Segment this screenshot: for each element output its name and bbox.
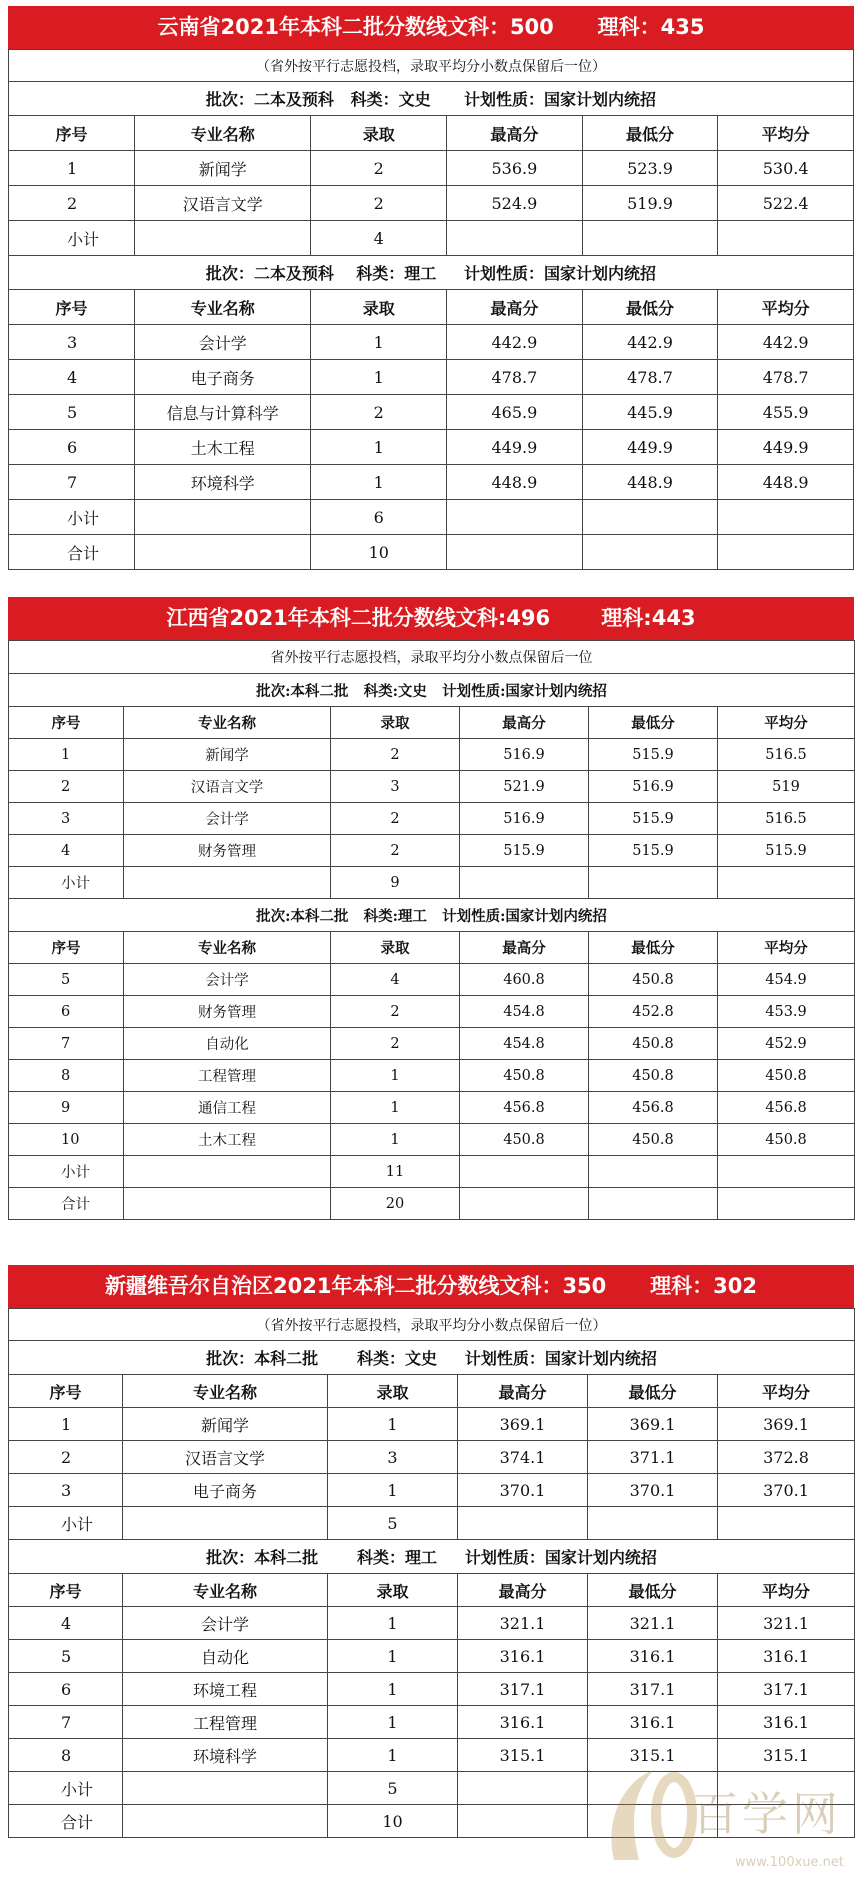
subtotal-row (9, 500, 854, 535)
table-row (9, 964, 855, 996)
cell-admitted: 1 (331, 1060, 460, 1092)
cell-major: 会计学 (124, 803, 331, 835)
cell-max: 450.8 (460, 1124, 589, 1156)
cell-avg: 369.1 (718, 1408, 855, 1441)
cell-major: 环境科学 (135, 465, 311, 500)
col-header-min: 最低分 (588, 1375, 718, 1408)
section-jiangxi (8, 597, 854, 1220)
col-header-max: 最高分 (460, 707, 589, 739)
subtotal-value: 4 (311, 221, 447, 256)
col-header-avg: 平均分 (718, 1574, 855, 1607)
cell-seq: 6 (9, 996, 124, 1028)
table-row (9, 803, 855, 835)
cell-admitted: 1 (331, 1092, 460, 1124)
cell-major: 环境科学 (123, 1739, 328, 1772)
cell-major: 汉语言文学 (135, 186, 311, 221)
table-row (9, 1607, 855, 1640)
cell-min: 369.1 (588, 1408, 718, 1441)
cell-avg: 448.9 (718, 465, 854, 500)
col-header-max: 最高分 (447, 290, 583, 325)
cell-avg: 450.8 (718, 1124, 855, 1156)
cell-max: 449.9 (447, 430, 583, 465)
table-row (9, 151, 854, 186)
col-header-min: 最低分 (588, 1574, 718, 1607)
cell-min: 452.8 (589, 996, 718, 1028)
col-header-seq: 序号 (9, 116, 135, 151)
cell-major: 自动化 (124, 1028, 331, 1060)
batch-info: 批次：本科二批 科类：文史 计划性质：国家计划内统招 (9, 1341, 855, 1375)
col-header-avg: 平均分 (718, 116, 854, 151)
cell-min: 448.9 (582, 465, 718, 500)
batch-info: 批次：本科二批 科类：理工 计划性质：国家计划内统招 (9, 1540, 855, 1574)
cell-admitted: 3 (331, 771, 460, 803)
total-row (9, 1188, 855, 1220)
watermark-name: 百学网 (692, 1787, 842, 1841)
table-row (9, 1441, 855, 1474)
col-header-seq: 序号 (9, 1574, 123, 1607)
col-header-seq: 序号 (9, 707, 124, 739)
cell-seq: 7 (9, 1706, 123, 1739)
cell-major: 会计学 (123, 1607, 328, 1640)
table-row (9, 996, 855, 1028)
cell-major: 工程管理 (124, 1060, 331, 1092)
cell-max: 454.8 (460, 996, 589, 1028)
cell-max: 316.1 (458, 1640, 588, 1673)
cell-major: 会计学 (135, 325, 311, 360)
cell-admitted: 2 (311, 395, 447, 430)
cell-min: 450.8 (589, 1028, 718, 1060)
col-header-major: 专业名称 (123, 1574, 328, 1607)
cell-seq: 2 (9, 771, 124, 803)
cell-avg: 455.9 (718, 395, 854, 430)
cell-major: 财务管理 (124, 996, 331, 1028)
table-row (9, 1673, 855, 1706)
cell-seq: 4 (9, 1607, 123, 1640)
batch-info: 批次:本科二批 科类:理工 计划性质:国家计划内统招 (9, 899, 855, 932)
col-header-avg: 平均分 (718, 290, 854, 325)
cell-avg: 372.8 (718, 1441, 855, 1474)
table-header-row (9, 116, 854, 151)
cell-min: 515.9 (589, 835, 718, 867)
cell-admitted: 1 (328, 1739, 458, 1772)
cell-major: 工程管理 (123, 1706, 328, 1739)
subtotal-label: 小计 (9, 1156, 124, 1188)
table-note: （省外按平行志愿投档，录取平均分小数点保留后一位） (9, 1309, 855, 1341)
cell-seq: 3 (9, 803, 124, 835)
cell-major: 汉语言文学 (123, 1441, 328, 1474)
cell-avg: 316.1 (718, 1640, 855, 1673)
cell-min: 370.1 (588, 1474, 718, 1507)
table-row (9, 465, 854, 500)
cell-admitted: 1 (328, 1706, 458, 1739)
col-header-major: 专业名称 (135, 290, 311, 325)
cell-max: 316.1 (458, 1706, 588, 1739)
batch-info: 批次：二本及预科 科类：文史 计划性质：国家计划内统招 (9, 82, 854, 116)
table-row (9, 360, 854, 395)
cell-min: 321.1 (588, 1607, 718, 1640)
table-header-row (9, 290, 854, 325)
cell-max: 456.8 (460, 1092, 589, 1124)
cell-seq: 5 (9, 395, 135, 430)
table-header-row (9, 932, 855, 964)
cell-seq: 7 (9, 465, 135, 500)
cell-avg: 522.4 (718, 186, 854, 221)
cell-avg: 478.7 (718, 360, 854, 395)
cell-seq: 4 (9, 835, 124, 867)
subtotal-label: 小计 (9, 500, 135, 535)
cell-avg: 453.9 (718, 996, 855, 1028)
cell-avg: 515.9 (718, 835, 855, 867)
cell-seq: 6 (9, 430, 135, 465)
table-row (9, 1124, 855, 1156)
cell-seq: 1 (9, 1408, 123, 1441)
col-header-admitted: 录取 (311, 290, 447, 325)
cell-admitted: 3 (328, 1441, 458, 1474)
cell-max: 524.9 (447, 186, 583, 221)
cell-seq: 10 (9, 1124, 124, 1156)
cell-max: 369.1 (458, 1408, 588, 1441)
score-table (8, 640, 855, 1220)
cell-max: 516.9 (460, 739, 589, 771)
batch-info: 批次:本科二批 科类:文史 计划性质:国家计划内统招 (9, 674, 855, 707)
cell-avg: 316.1 (718, 1706, 855, 1739)
cell-max: 317.1 (458, 1673, 588, 1706)
watermark-url: www.100xue.net (734, 1855, 844, 1870)
table-row (9, 1474, 855, 1507)
table-row (9, 1706, 855, 1739)
table-row (9, 739, 855, 771)
section-title: 新疆维吾尔自治区2021年本科二批分数线文科：350 理科：302 (8, 1265, 854, 1308)
section-yunnan (8, 6, 854, 570)
cell-seq: 2 (9, 186, 135, 221)
cell-avg: 370.1 (718, 1474, 855, 1507)
cell-avg: 519 (718, 771, 855, 803)
col-header-admitted: 录取 (328, 1574, 458, 1607)
col-header-min: 最低分 (582, 290, 718, 325)
cell-avg: 315.1 (718, 1739, 855, 1772)
cell-major: 通信工程 (124, 1092, 331, 1124)
cell-major: 新闻学 (135, 151, 311, 186)
table-row (9, 1640, 855, 1673)
total-value: 10 (328, 1805, 458, 1838)
cell-min: 515.9 (589, 739, 718, 771)
cell-admitted: 1 (328, 1474, 458, 1507)
cell-min: 523.9 (582, 151, 718, 186)
cell-admitted: 1 (311, 360, 447, 395)
section-xinjiang (8, 1265, 854, 1838)
cell-min: 317.1 (588, 1673, 718, 1706)
cell-major: 新闻学 (123, 1408, 328, 1441)
cell-min: 450.8 (589, 1060, 718, 1092)
cell-admitted: 2 (331, 835, 460, 867)
cell-seq: 5 (9, 1640, 123, 1673)
table-row (9, 835, 855, 867)
cell-max: 465.9 (447, 395, 583, 430)
cell-max: 442.9 (447, 325, 583, 360)
cell-admitted: 1 (328, 1607, 458, 1640)
cell-min: 478.7 (582, 360, 718, 395)
cell-major: 新闻学 (124, 739, 331, 771)
total-label: 合计 (9, 1805, 123, 1838)
col-header-avg: 平均分 (718, 707, 855, 739)
table-row (9, 430, 854, 465)
cell-max: 448.9 (447, 465, 583, 500)
col-header-admitted: 录取 (328, 1375, 458, 1408)
batch-info: 批次：二本及预科 科类：理工 计划性质：国家计划内统招 (9, 256, 854, 290)
cell-min: 516.9 (589, 771, 718, 803)
cell-avg: 317.1 (718, 1673, 855, 1706)
cell-admitted: 2 (331, 739, 460, 771)
subtotal-value: 5 (328, 1507, 458, 1540)
col-header-max: 最高分 (458, 1574, 588, 1607)
cell-min: 450.8 (589, 964, 718, 996)
subtotal-label: 小计 (9, 867, 124, 899)
cell-avg: 449.9 (718, 430, 854, 465)
col-header-admitted: 录取 (331, 707, 460, 739)
subtotal-row (9, 1507, 855, 1540)
subtotal-label: 小计 (9, 1772, 123, 1805)
subtotal-row (9, 867, 855, 899)
cell-max: 521.9 (460, 771, 589, 803)
table-row (9, 1028, 855, 1060)
cell-max: 478.7 (447, 360, 583, 395)
cell-avg: 456.8 (718, 1092, 855, 1124)
col-header-max: 最高分 (458, 1375, 588, 1408)
cell-major: 信息与计算科学 (135, 395, 311, 430)
cell-major: 自动化 (123, 1640, 328, 1673)
subtotal-label: 小计 (9, 1507, 123, 1540)
score-table (8, 49, 854, 570)
cell-admitted: 1 (331, 1124, 460, 1156)
total-value: 20 (331, 1188, 460, 1220)
section-title: 云南省2021年本科二批分数线文科：500 理科：435 (8, 6, 854, 49)
cell-admitted: 2 (331, 803, 460, 835)
cell-seq: 3 (9, 1474, 123, 1507)
table-row (9, 771, 855, 803)
cell-min: 450.8 (589, 1124, 718, 1156)
cell-seq: 9 (9, 1092, 124, 1124)
cell-seq: 1 (9, 151, 135, 186)
table-row (9, 1092, 855, 1124)
cell-admitted: 1 (311, 325, 447, 360)
cell-admitted: 2 (331, 1028, 460, 1060)
cell-seq: 4 (9, 360, 135, 395)
total-value: 10 (311, 535, 447, 570)
section-title: 江西省2021年本科二批分数线文科:496 理科:443 (8, 597, 854, 640)
cell-admitted: 1 (328, 1673, 458, 1706)
cell-seq: 2 (9, 1441, 123, 1474)
cell-avg: 530.4 (718, 151, 854, 186)
cell-avg: 450.8 (718, 1060, 855, 1092)
col-header-avg: 平均分 (718, 1375, 855, 1408)
table-row (9, 325, 854, 360)
cell-major: 财务管理 (124, 835, 331, 867)
col-header-major: 专业名称 (124, 707, 331, 739)
cell-min: 371.1 (588, 1441, 718, 1474)
site-watermark-logo (594, 1760, 854, 1870)
cell-avg: 442.9 (718, 325, 854, 360)
cell-admitted: 1 (328, 1408, 458, 1441)
col-header-min: 最低分 (589, 707, 718, 739)
cell-seq: 8 (9, 1060, 124, 1092)
cell-major: 电子商务 (123, 1474, 328, 1507)
cell-max: 321.1 (458, 1607, 588, 1640)
cell-major: 土木工程 (135, 430, 311, 465)
subtotal-row (9, 1156, 855, 1188)
col-header-admitted: 录取 (331, 932, 460, 964)
table-row (9, 1060, 855, 1092)
col-header-seq: 序号 (9, 1375, 123, 1408)
col-header-major: 专业名称 (124, 932, 331, 964)
cell-max: 515.9 (460, 835, 589, 867)
col-header-seq: 序号 (9, 932, 124, 964)
cell-admitted: 1 (328, 1640, 458, 1673)
cell-max: 370.1 (458, 1474, 588, 1507)
col-header-seq: 序号 (9, 290, 135, 325)
cell-major: 环境工程 (123, 1673, 328, 1706)
table-row (9, 1408, 855, 1441)
col-header-admitted: 录取 (311, 116, 447, 151)
table-note: （省外按平行志愿投档，录取平均分小数点保留后一位） (9, 50, 854, 82)
cell-min: 442.9 (582, 325, 718, 360)
cell-seq: 7 (9, 1028, 124, 1060)
col-header-max: 最高分 (460, 932, 589, 964)
table-header-row (9, 707, 855, 739)
cell-admitted: 2 (311, 151, 447, 186)
cell-admitted: 2 (331, 996, 460, 1028)
cell-max: 450.8 (460, 1060, 589, 1092)
cell-admitted: 4 (331, 964, 460, 996)
table-row (9, 395, 854, 430)
score-table (8, 1308, 855, 1838)
cell-admitted: 1 (311, 430, 447, 465)
cell-min: 515.9 (589, 803, 718, 835)
table-note: 省外按平行志愿投档，录取平均分小数点保留后一位 (9, 641, 855, 674)
cell-avg: 321.1 (718, 1607, 855, 1640)
cell-admitted: 1 (311, 465, 447, 500)
cell-min: 449.9 (582, 430, 718, 465)
cell-avg: 516.5 (718, 803, 855, 835)
col-header-max: 最高分 (447, 116, 583, 151)
subtotal-label: 小计 (9, 221, 135, 256)
cell-major: 电子商务 (135, 360, 311, 395)
cell-max: 516.9 (460, 803, 589, 835)
cell-major: 汉语言文学 (124, 771, 331, 803)
subtotal-value: 11 (331, 1156, 460, 1188)
cell-avg: 454.9 (718, 964, 855, 996)
cell-min: 456.8 (589, 1092, 718, 1124)
subtotal-value: 6 (311, 500, 447, 535)
cell-max: 536.9 (447, 151, 583, 186)
col-header-avg: 平均分 (718, 932, 855, 964)
cell-min: 519.9 (582, 186, 718, 221)
cell-max: 460.8 (460, 964, 589, 996)
cell-max: 374.1 (458, 1441, 588, 1474)
col-header-min: 最低分 (589, 932, 718, 964)
cell-major: 会计学 (124, 964, 331, 996)
cell-major: 土木工程 (124, 1124, 331, 1156)
cell-min: 315.1 (588, 1739, 718, 1772)
cell-min: 445.9 (582, 395, 718, 430)
total-row (9, 535, 854, 570)
col-header-min: 最低分 (582, 116, 718, 151)
table-row (9, 186, 854, 221)
cell-avg: 452.9 (718, 1028, 855, 1060)
col-header-major: 专业名称 (123, 1375, 328, 1408)
subtotal-row (9, 221, 854, 256)
cell-avg: 516.5 (718, 739, 855, 771)
cell-min: 316.1 (588, 1706, 718, 1739)
cell-seq: 3 (9, 325, 135, 360)
cell-seq: 1 (9, 739, 124, 771)
table-header-row (9, 1375, 855, 1408)
subtotal-value: 5 (328, 1772, 458, 1805)
cell-max: 454.8 (460, 1028, 589, 1060)
cell-seq: 8 (9, 1739, 123, 1772)
total-label: 合计 (9, 535, 135, 570)
cell-seq: 6 (9, 1673, 123, 1706)
total-label: 合计 (9, 1188, 124, 1220)
cell-seq: 5 (9, 964, 124, 996)
subtotal-value: 9 (331, 867, 460, 899)
cell-max: 315.1 (458, 1739, 588, 1772)
table-header-row (9, 1574, 855, 1607)
cell-admitted: 2 (311, 186, 447, 221)
cell-min: 316.1 (588, 1640, 718, 1673)
col-header-major: 专业名称 (135, 116, 311, 151)
